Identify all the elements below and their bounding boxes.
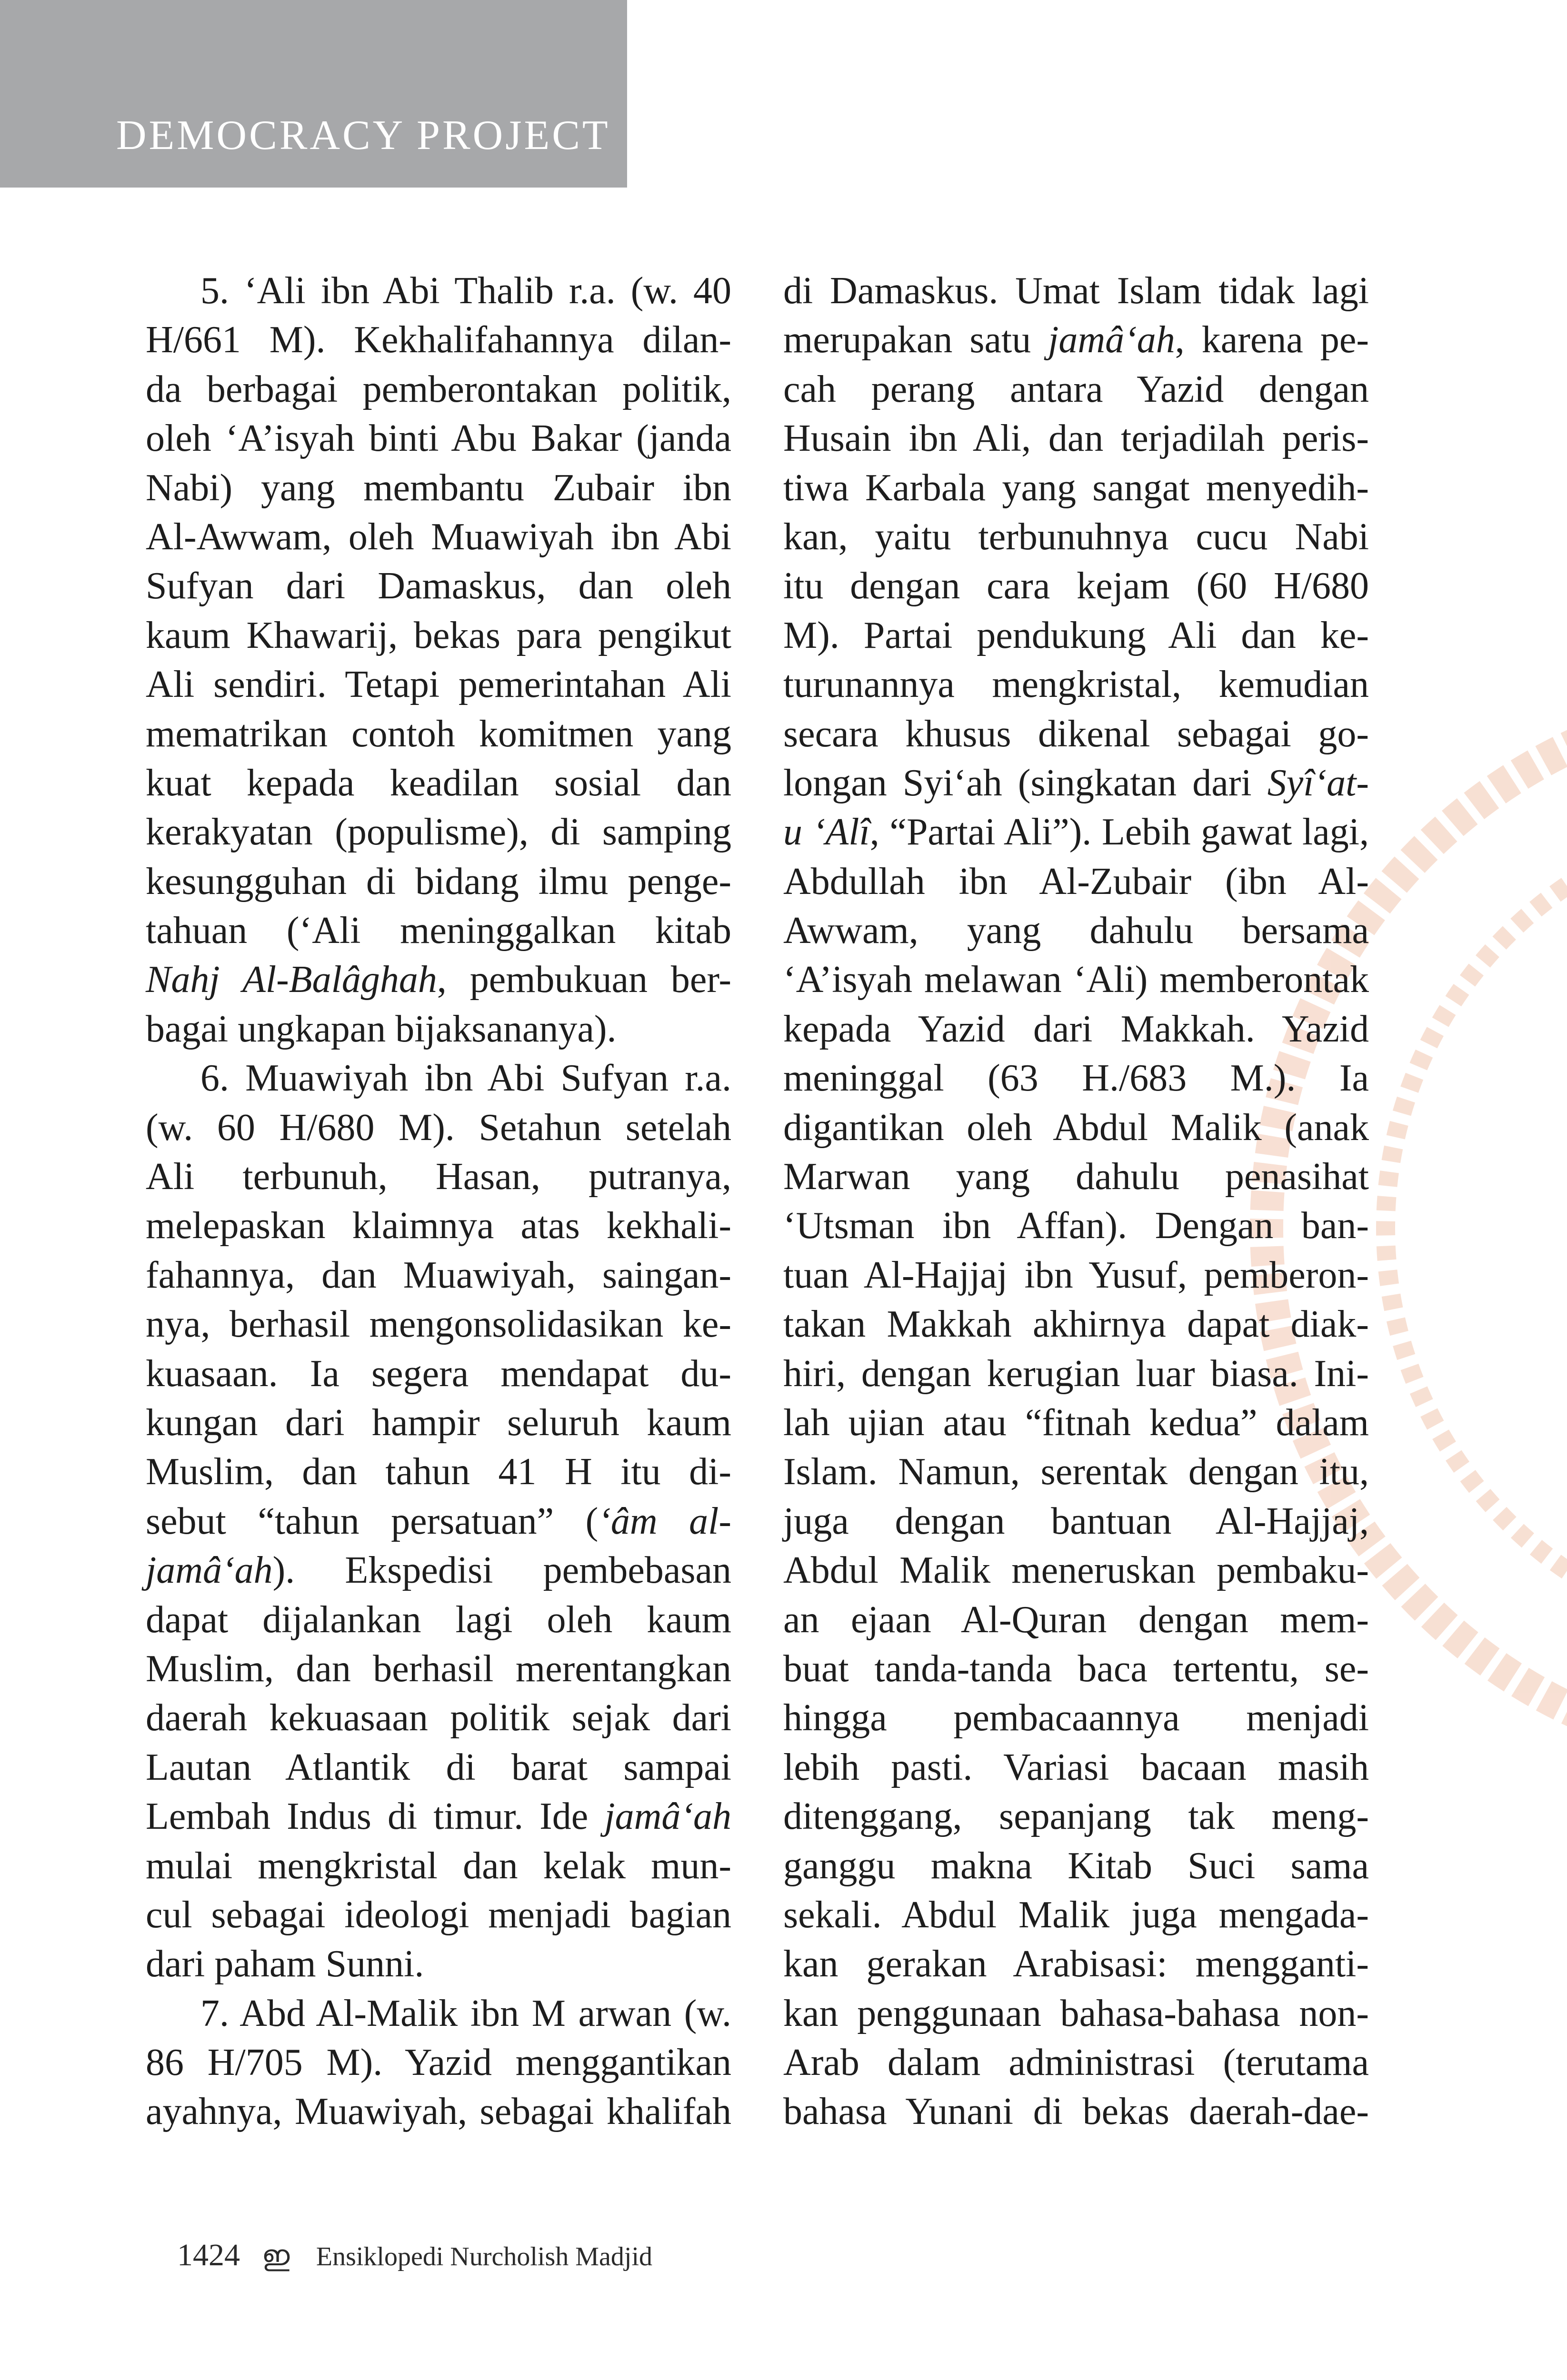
text-line: digantikan oleh Abdul Malik (anak — [783, 1106, 1369, 1149]
text-line: ayahnya, Muawiyah, sebagai khalifah — [146, 2091, 731, 2133]
text-line: cah perang antara Yazid dengan — [783, 368, 1369, 410]
text-line: di Damaskus. Umat Islam tidak lagi — [783, 270, 1369, 312]
text-line: nya, berhasil mengonsolidasikan ke- — [146, 1303, 731, 1346]
text-line: Al-Awwam, oleh Muawiyah ibn Abi — [146, 516, 731, 558]
text-line: tahuan (‘Ali meninggalkan kitab — [146, 910, 731, 952]
text-line: sebut “tahun persatuan” (‘âm al- — [146, 1500, 731, 1542]
text-line: ditenggang, sepanjang tak meng- — [783, 1795, 1369, 1838]
page-number: 1424 — [177, 2238, 240, 2272]
text-line: itu dengan cara kejam (60 H/680 — [783, 565, 1369, 607]
text-line: lah ujian atau “fitnah kedua” dalam — [783, 1401, 1369, 1444]
text-line: kepada Yazid dari Makkah. Yazid — [783, 1008, 1369, 1050]
text-line: bahasa Yunani di bekas daerah-dae- — [783, 2091, 1369, 2133]
text-line: kerakyatan (populisme), di samping — [146, 811, 731, 853]
book-title: Ensiklopedi Nurcholish Madjid — [316, 2242, 653, 2271]
text-line: mematrikan contoh komitmen yang — [146, 713, 731, 755]
text-line: Muslim, dan tahun 41 H itu di- — [146, 1451, 731, 1493]
text-line: Ali sendiri. Tetapi pemerintahan Ali — [146, 664, 731, 706]
text-line: ganggu makna Kitab Suci sama — [783, 1844, 1369, 1887]
text-line: da berbagai pemberontakan politik, — [146, 368, 731, 410]
text-line: melepaskan klaimnya atas kekhali- — [146, 1205, 731, 1247]
text-line: Islam. Namun, serentak dengan itu, — [783, 1451, 1369, 1493]
text-line: 86 H/705 M). Yazid menggantikan — [146, 2042, 731, 2084]
text-line: mulai mengkristal dan kelak mun- — [146, 1844, 731, 1887]
text-line: Nahj Al-Balâghah, pembukuan ber- — [146, 959, 732, 1001]
text-line: ‘Utsman ibn Affan). Dengan ban- — [783, 1205, 1369, 1247]
page-footer — [177, 2237, 652, 2273]
text-line: (w. 60 H/680 M). Setahun setelah — [146, 1106, 731, 1149]
text-line: an ejaan Al-Quran dengan mem- — [783, 1598, 1369, 1641]
text-line: bagai ungkapan bijaksananya). — [146, 1008, 617, 1050]
text-line: kan penggunaan bahasa-bahasa non- — [783, 1992, 1369, 2034]
text-line: Husain ibn Ali, dan terjadilah peris- — [783, 417, 1369, 460]
text-line: Lautan Atlantik di barat sampai — [146, 1746, 731, 1788]
text-line: kan gerakan Arabisasi: mengganti- — [783, 1943, 1369, 1985]
text-line: kuasaan. Ia segera mendapat du- — [146, 1352, 731, 1395]
text-line: 7. Abd Al-Malik ibn M arwan (w. — [200, 1992, 731, 2034]
right-column — [783, 267, 1369, 2137]
text-line: kungan dari hampir seluruh kaum — [146, 1401, 731, 1444]
ornament-icon: ഇ — [261, 2240, 290, 2271]
header-banner — [0, 0, 627, 188]
text-line: merupakan satu jamâ‘ah, karena pe- — [783, 319, 1369, 361]
text-line: buat tanda-tanda baca tertentu, se- — [783, 1647, 1369, 1690]
text-line: longan Syi‘ah (singkatan dari Syî‘at- — [783, 762, 1369, 804]
text-line: tiwa Karbala yang sangat menyedih- — [783, 466, 1369, 509]
text-line: Lembah Indus di timur. Ide jamâ‘ah — [146, 1795, 731, 1838]
text-line: daerah kekuasaan politik sejak dari — [146, 1697, 731, 1739]
text-line: sekali. Abdul Malik juga mengada- — [783, 1894, 1369, 1936]
text-line: Nabi) yang membantu Zubair ibn — [146, 466, 731, 509]
text-line: hiri, dengan kerugian luar biasa. Ini- — [783, 1352, 1369, 1395]
text-line: oleh ‘A’isyah binti Abu Bakar (janda — [146, 417, 731, 460]
text-line: secara khusus dikenal sebagai go- — [783, 713, 1369, 755]
text-line: M). Partai pendukung Ali dan ke- — [783, 614, 1369, 656]
text-line: Marwan yang dahulu penasihat — [783, 1156, 1369, 1198]
text-line: Sufyan dari Damaskus, dan oleh — [146, 565, 731, 607]
text-line: tuan Al-Hajjaj ibn Yusuf, pemberon- — [783, 1254, 1369, 1296]
text-line: turunannya mengkristal, kemudian — [783, 664, 1369, 706]
text-line: kan, yaitu terbunuhnya cucu Nabi — [783, 516, 1369, 558]
text-line: kesungguhan di bidang ilmu penge- — [146, 860, 731, 902]
header-title: DEMOCRACY PROJECT — [116, 112, 610, 159]
text-line: Arab dalam administrasi (terutama — [783, 2042, 1369, 2084]
text-line: meninggal (63 H./683 M.). Ia — [783, 1057, 1369, 1100]
text-line: hingga pembacaannya menjadi — [783, 1697, 1369, 1739]
text-line: takan Makkah akhirnya dapat diak- — [783, 1303, 1369, 1346]
text-line: kaum Khawarij, bekas para pengikut — [146, 614, 731, 656]
text-line: dari paham Sunni. — [146, 1943, 424, 1985]
text-line: Awwam, yang dahulu bersama — [783, 910, 1369, 952]
text-line: juga dengan bantuan Al-Hajjaj, — [783, 1500, 1369, 1542]
text-line: Muslim, dan berhasil merentangkan — [146, 1647, 731, 1690]
text-line: cul sebagai ideologi menjadi bagian — [146, 1894, 731, 1936]
text-line: 6. Muawiyah ibn Abi Sufyan r.a. — [200, 1057, 731, 1100]
text-line: fahannya, dan Muawiyah, saingan- — [146, 1254, 731, 1296]
text-line: Abdullah ibn Al-Zubair (ibn Al- — [783, 860, 1369, 902]
text-line: u ‘Alî, “Partai Ali”). Lebih gawat lagi, — [783, 811, 1369, 853]
text-line: H/661 M). Kekhalifahannya dilan- — [146, 319, 731, 361]
text-line: 5. ‘Ali ibn Abi Thalib r.a. (w. 40 — [200, 270, 731, 312]
text-line: ‘A’isyah melawan ‘Ali) memberontak — [783, 959, 1369, 1001]
text-line: dapat dijalankan lagi oleh kaum — [146, 1598, 731, 1641]
left-column — [146, 267, 731, 2137]
text-line: lebih pasti. Variasi bacaan masih — [783, 1746, 1369, 1788]
text-line: Abdul Malik meneruskan pembaku- — [783, 1549, 1369, 1592]
text-line: jamâ‘ah). Ekspedisi pembebasan — [146, 1549, 731, 1592]
text-line: Ali terbunuh, Hasan, putranya, — [146, 1156, 731, 1198]
text-line: kuat kepada keadilan sosial dan — [146, 762, 731, 804]
